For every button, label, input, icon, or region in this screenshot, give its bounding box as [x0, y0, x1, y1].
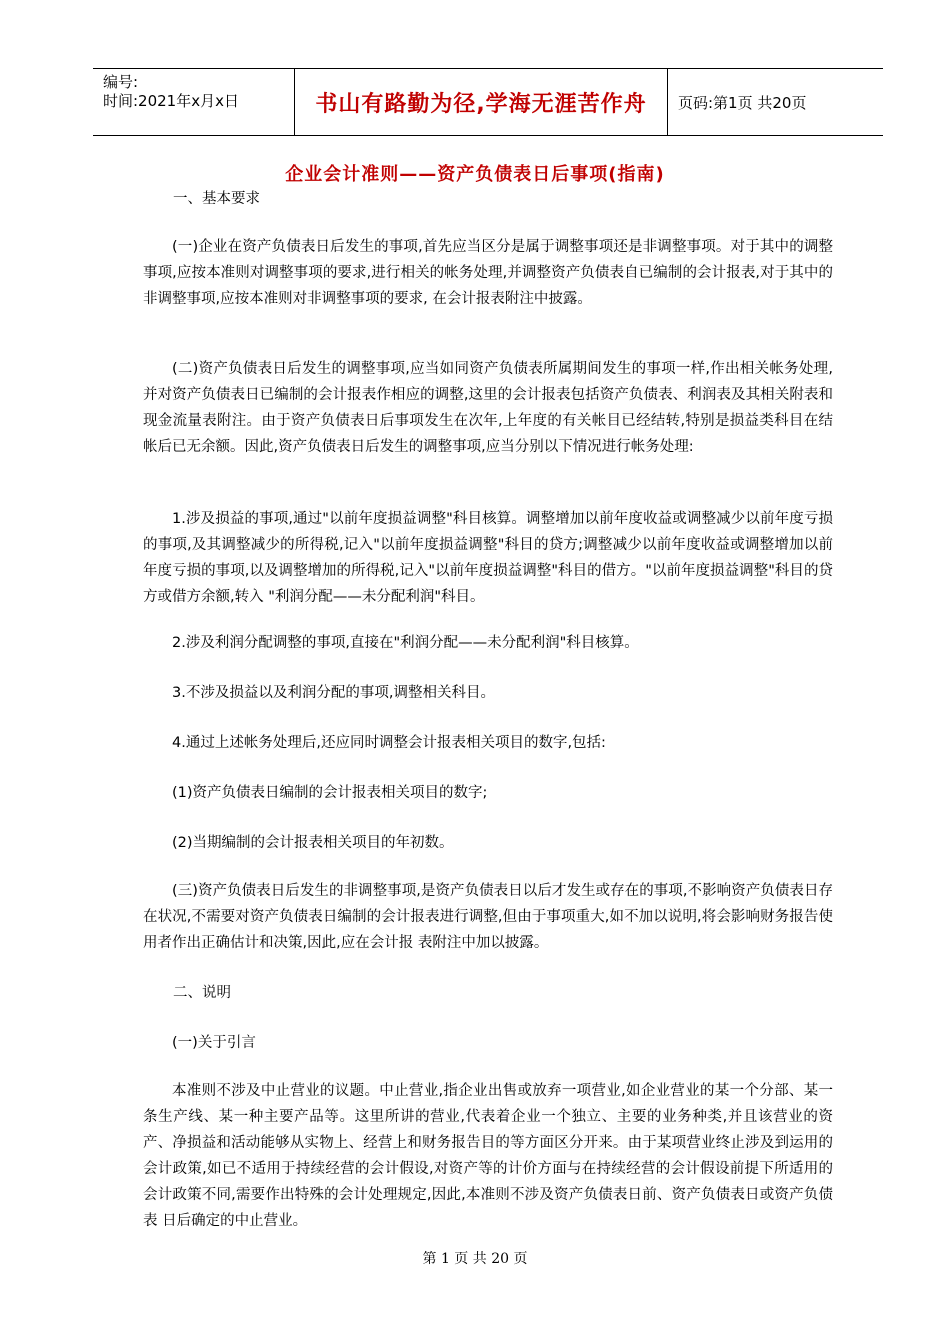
paragraph: (1)资产负债表日编制的会计报表相关项目的数字; — [172, 785, 488, 801]
paragraph: (2)当期编制的会计报表相关项目的年初数。 — [172, 835, 454, 851]
paragraph: (一)企业在资产负债表日后发生的事项,首先应当区分是属于调整事项还是非调整事项。对于其中的调整事项,应按本准则对调整事项的要求,进行相关的帐务处理,并调整资产负债表自已编制的会计报表,对于其中的非调整事项,应按本准则对非调整事项的要求, 在会计报表附注中披露。 — [143, 239, 833, 307]
section-heading-basic-requirements: 一、基本要求 — [173, 191, 260, 207]
header-meta-cell — [93, 69, 295, 135]
subsection-heading-introduction: (一)关于引言 — [172, 1035, 256, 1051]
paragraph: 2.涉及利润分配调整的事项,直接在"利润分配——未分配利润"科目核算。 — [172, 635, 639, 651]
document-number-label: 编号: — [103, 73, 139, 91]
header-page-info: 页码:第1页 共20页 — [678, 93, 807, 112]
paragraph: 3.不涉及损益以及利润分配的事项,调整相关科目。 — [172, 685, 495, 701]
paragraph: 本准则不涉及中止营业的议题。中止营业,指企业出售或放弃一项营业,如企业营业的某一个分部、某一条生产线、某一种主要产品等。这里所讲的营业,代表着企业一个独立、主要的业务种类,并且该营业的资产、净损益和活动能够从实物上、经营上和财务报告目的等方面区分开来。由于某项营业终止涉及到运用的会计政策,如已不适用于持续经营的会计假设,对资产等的计价方面与在持续经营的会计假设前提下所适用的会计政策不同,需要作出特殊的会计处理规定,因此,本准则不涉及资产负债表日前、资产负债表日或资产负债表 日后确定的中止营业。 — [143, 1083, 833, 1229]
page-footer: 第 1 页 共 20 页 — [422, 1251, 528, 1267]
header-page-cell — [668, 69, 883, 135]
paragraph: (三)资产负债表日后发生的非调整事项,是资产负债表日以后才发生或存在的事项,不影响资产负债表日存在状况,不需要对资产负债表日编制的会计报表进行调整,但由于事项重大,如不加以说明,将会影响财务报告使用者作出正确估计和决策,因此,应在会计报 表附注中加以披露。 — [143, 883, 833, 951]
paragraph: 1.涉及损益的事项,通过"以前年度损益调整"科目核算。调整增加以前年度收益或调整减少以前年度亏损的事项,及其调整减少的所得税,记入"以前年度损益调整"科目的贷方;调整减少以前年度收益或调整增加以前年度亏损的事项,以及调整增加的所得税,记入"以前年度损益调整"科目的借方。"以前年度损益调整"科目的贷方或借方余额,转入 "利润分配——未分配利润"科目。 — [143, 511, 833, 605]
paragraph: (二)资产负债表日后发生的调整事项,应当如同资产负债表所属期间发生的事项一样,作出相关帐务处理,并对资产负债表日已编制的会计报表作相应的调整,这里的会计报表包括资产负债表、利润表及其相关附表和现金流量表附注。由于资产负债表日后事项发生在次年,上年度的有关帐目已经结转,特别是损益类科目在结帐后已无余额。因此,资产负债表日后发生的调整事项,应当分别以下情况进行帐务处理: — [143, 361, 833, 455]
paragraph: 4.通过上述帐务处理后,还应同时调整会计报表相关项目的数字,包括: — [172, 735, 606, 751]
section-heading-explanation: 二、说明 — [173, 985, 231, 1001]
header-motto: 书山有路勤为径,学海无涯苦作舟 — [315, 91, 647, 117]
page-header — [93, 68, 883, 136]
document-time-label: 时间:2021年x月x日 — [103, 92, 239, 110]
header-motto-cell — [295, 69, 668, 135]
document-title: 企业会计准则——资产负债表日后事项(指南) — [285, 164, 665, 185]
